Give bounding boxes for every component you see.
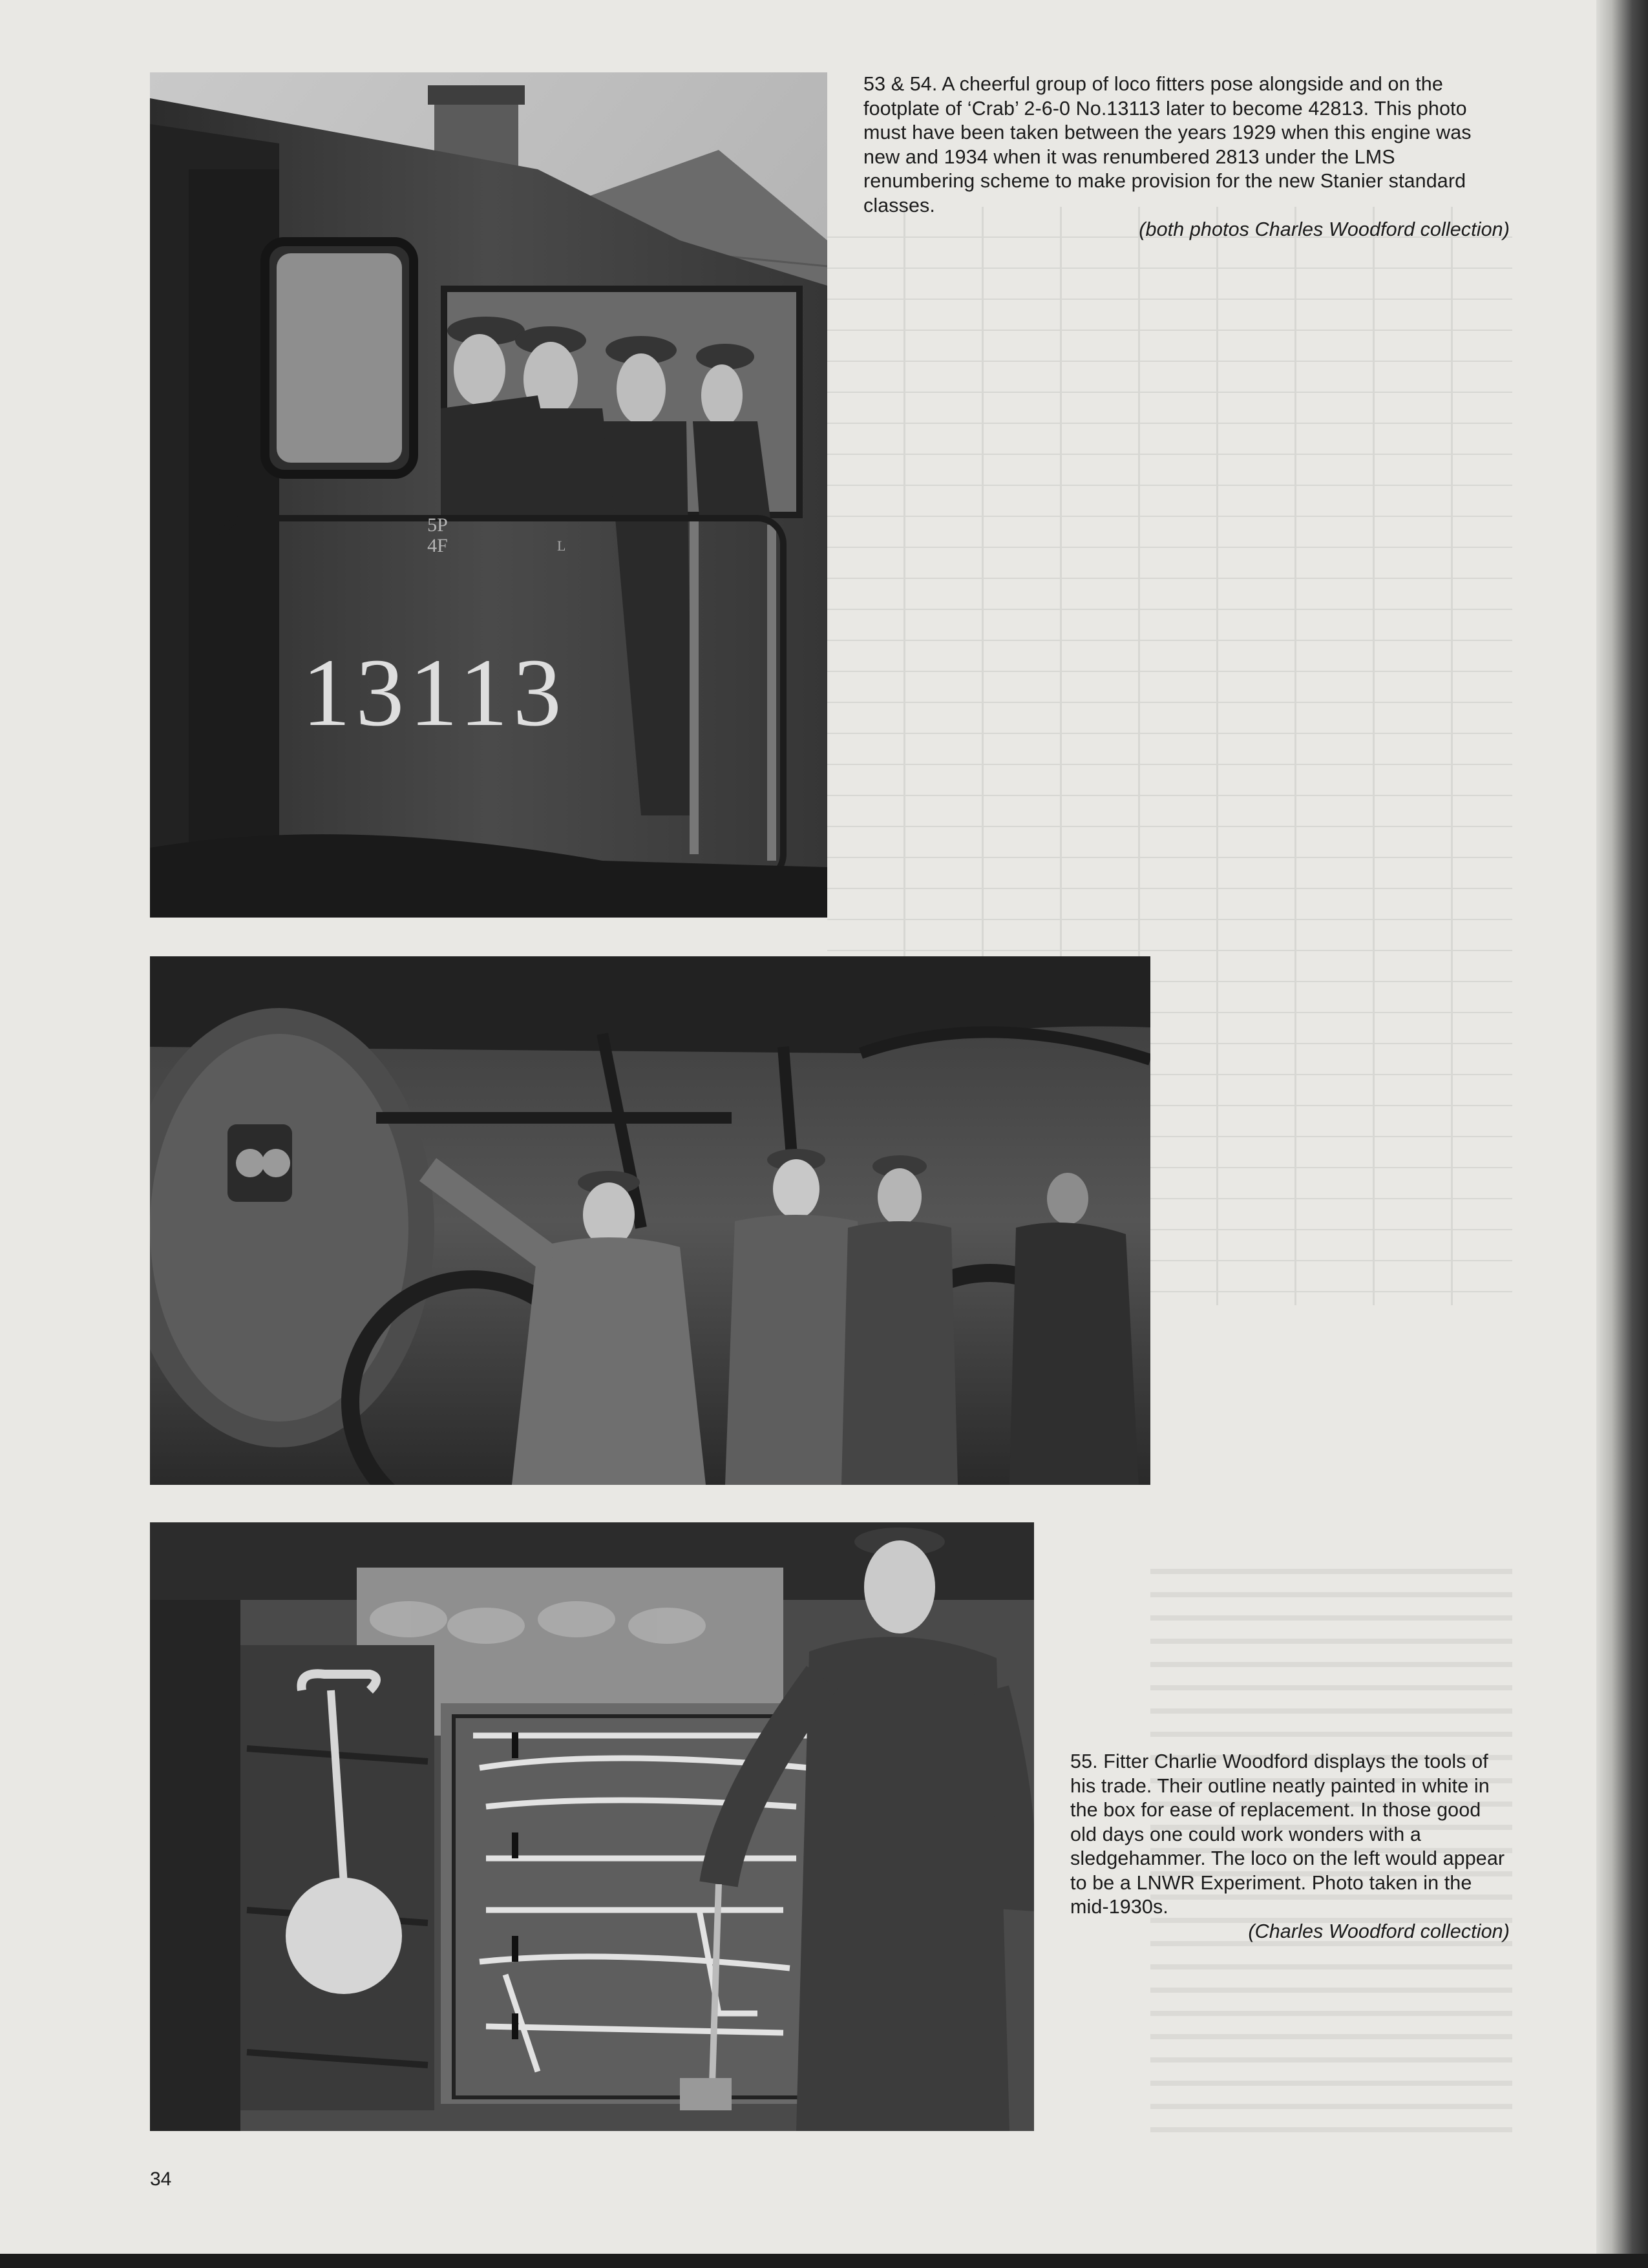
- cab-letter: L: [557, 538, 566, 554]
- caption-credit: (Charles Woodford collection): [1248, 1920, 1510, 1942]
- page-number: 34: [150, 2168, 172, 2190]
- caption-text: 55. Fitter Charlie Woodford displays the tools of his trade. Their outline neatly painted in white in the box for ease of replacement. In those good old days one could work wonders with a sledgehammer. The loco on the left would appear to be a LNWR Experiment. Photo taken in the mid-1930s.: [1070, 1750, 1505, 1918]
- scan-bottom-border: [0, 2254, 1648, 2268]
- cab-number: 13113: [302, 639, 567, 746]
- power-class-bottom: 4F: [427, 535, 448, 556]
- power-class-top: 5P: [427, 514, 448, 536]
- page-edge-shadow: [1596, 0, 1648, 2268]
- tool-box-photo: [150, 1522, 1034, 2131]
- cab-photo: [150, 72, 827, 918]
- caption-credit: (both photos Charles Woodford collection): [1139, 218, 1510, 240]
- fitters-group-photo: [150, 956, 1150, 1485]
- photo-53-54-caption: [863, 72, 1510, 242]
- caption-text: 53 & 54. A cheerful group of loco fitters pose alongside and on the footplate of ‘Crab’ 2-6-0 No.13113 later to become 42813. This photo must have been taken between the years 1929 when this engine was new and 1934 when it was renumbered 2813 under the LMS renumbering scheme to make provision for the new Stanier standard classes.: [863, 73, 1472, 216]
- photo-55-caption: [1070, 1750, 1510, 1944]
